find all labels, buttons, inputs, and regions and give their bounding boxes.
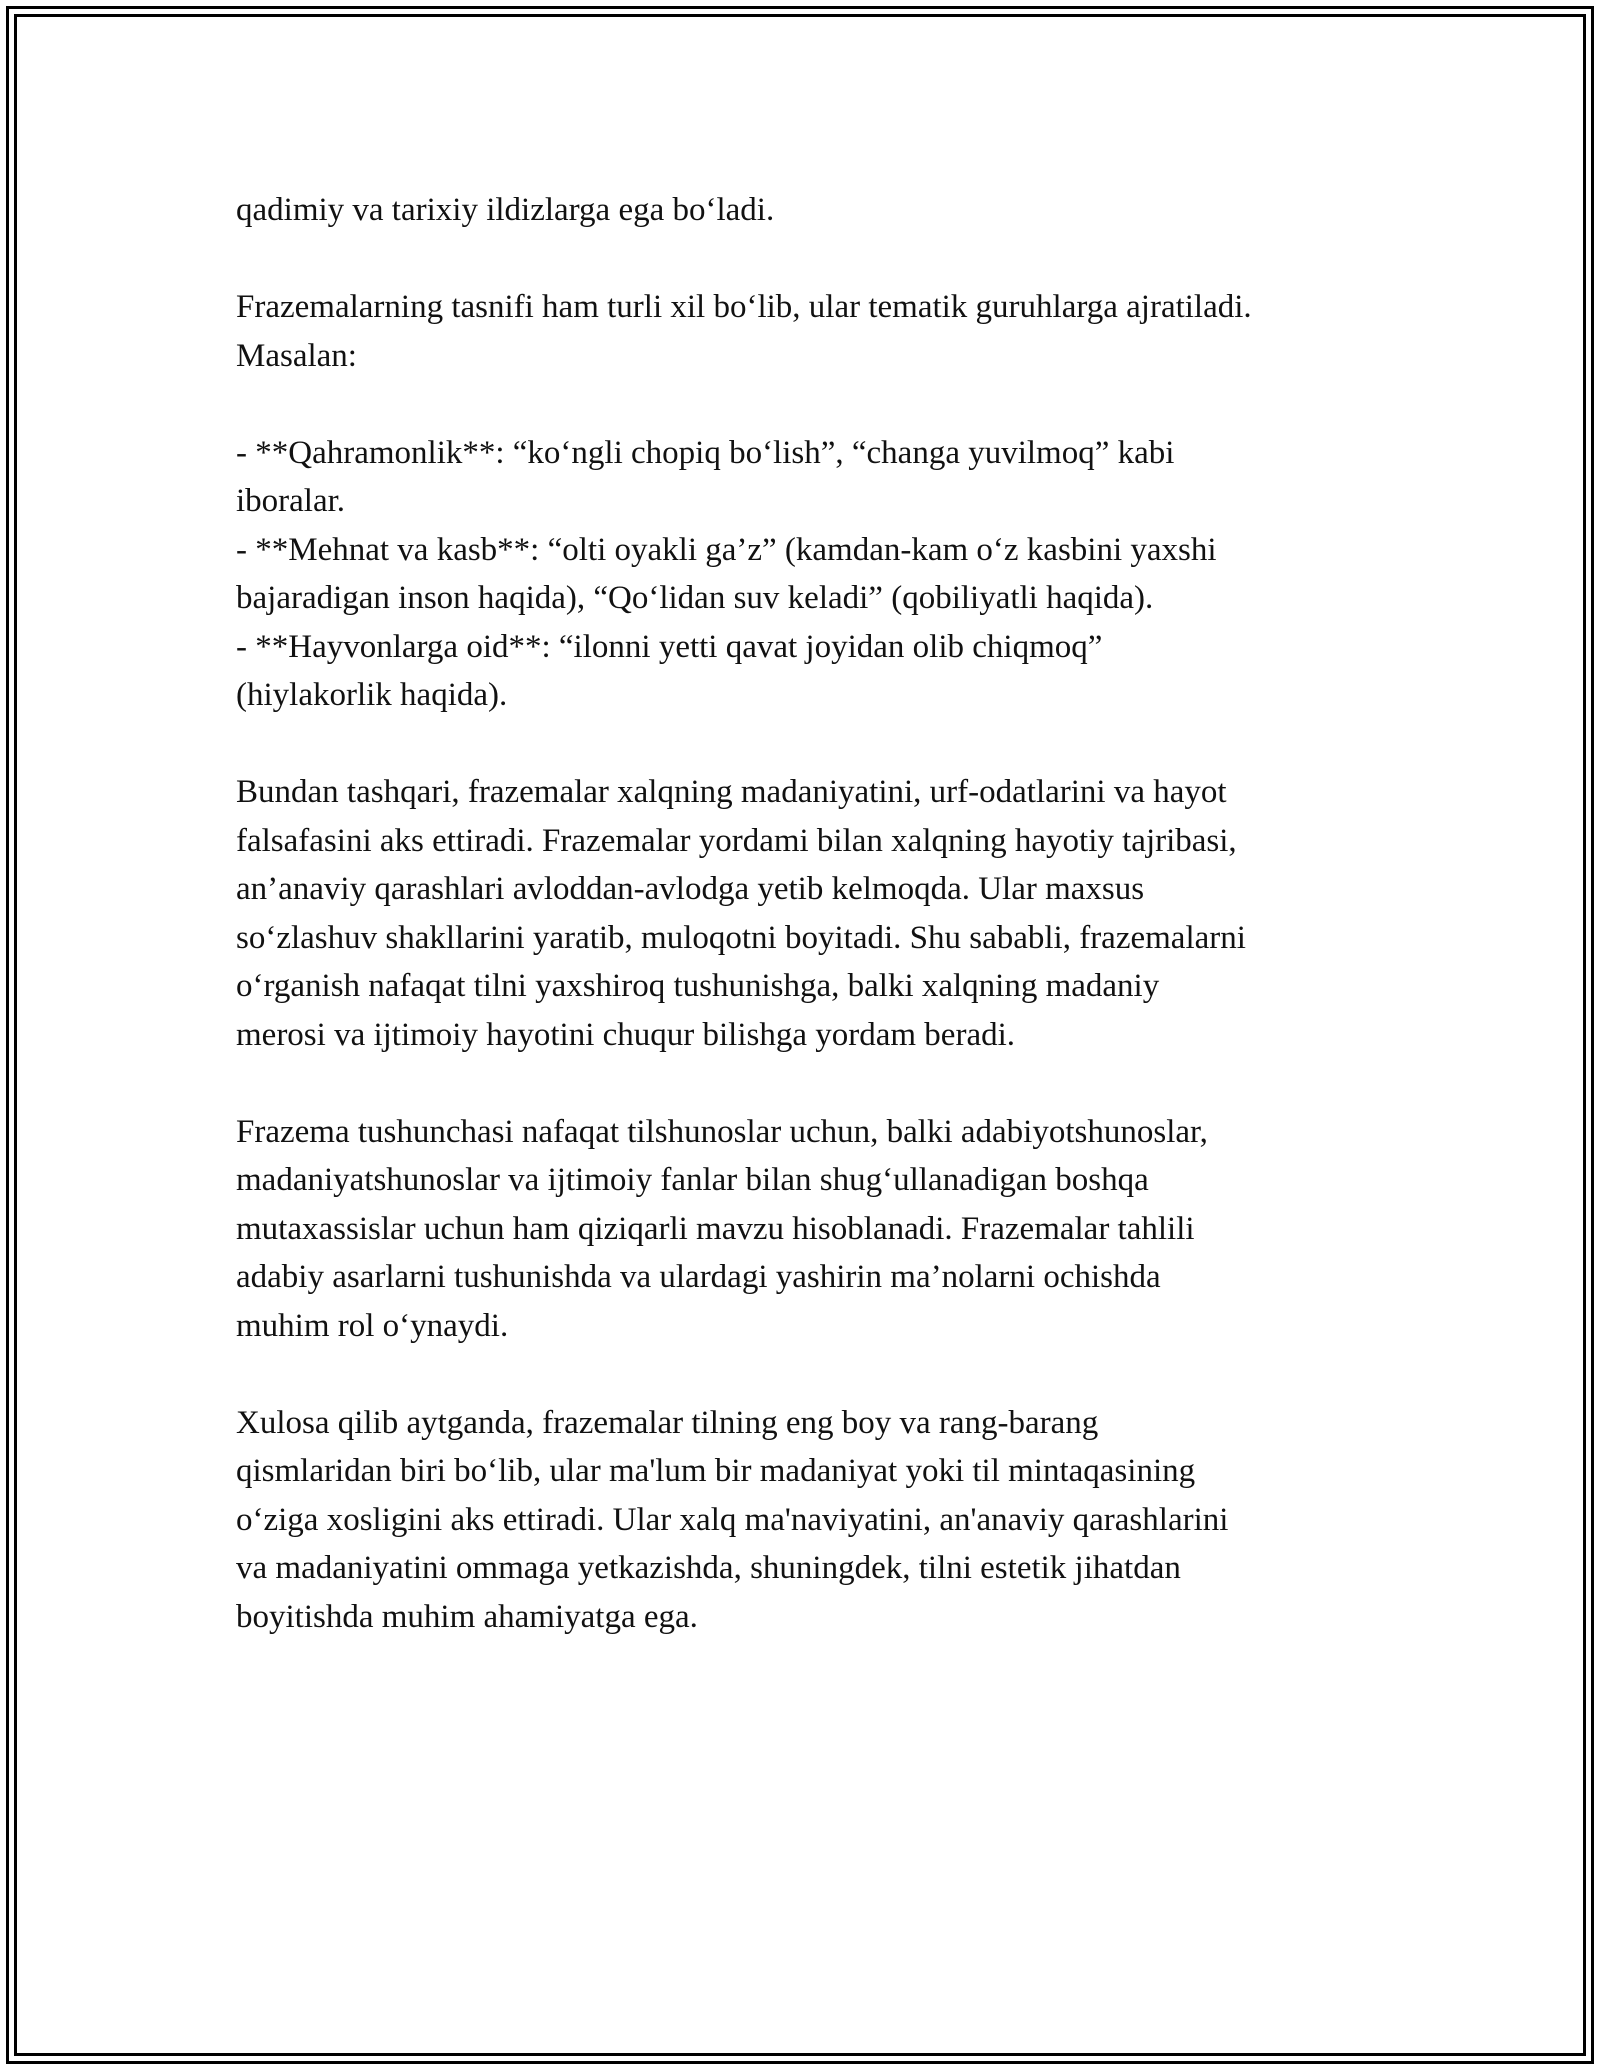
- document-body: [236, 186, 1396, 1690]
- paragraph-culture: Bundan tashqari, frazemalar xalqning madaniyatini, urf-odatlarini va hayot falsafasini aks ettiradi. Frazemalar yordami bilan xalqning hayotiy tajribasi, an’anaviy qarashlari avloddan-avlodga yetib kelmoqda. Ular maxsus so‘zlashuv shakllarini yaratib, muloqotni boyitadi. Shu sababli, frazemalarni o‘rganish nafaqat tilni yaxshiroq tushunishga, balki xalqning madaniy merosi va ijtimoiy hayotini chuqur bilishga yordam beradi.: [236, 774, 1246, 1053]
- paragraph-interdisciplinary: Frazema tushunchasi nafaqat tilshunoslar uchun, balki adabiyotshunoslar, madaniyatshunoslar va ijtimoiy fanlar bilan shug‘ullanadigan boshqa mutaxassislar uchun ham qiziqarli mavzu hisoblanadi. Frazemalar tahlili adabiy asarlarni tushunishda va ulardagi yashirin ma’nolarni ochishda muhim rol o‘ynaydi.: [236, 1113, 1208, 1344]
- paragraph-continuation: qadimiy va tarixiy ildizlarga ega bo‘ladi.: [236, 192, 775, 228]
- paragraph-classification: Frazemalarning tasnifi ham turli xil bo‘lib, ular tematik guruhlarga ajratiladi. Masalan:: [236, 289, 1252, 374]
- thematic-groups-list: - **Qahramonlik**: “ko‘ngli chopiq bo‘lish”, “changa yuvilmoq” kabi iboralar. - **Mehnat va kasb**: “olti oyakli ga’z” (kamdan-kam o‘z kasbini yaxshi bajaradigan inson haqida), “Qo‘lidan suv keladi” (qobiliyatli haqida). - **Hayvonlarga oid**: “ilonni yetti qavat joyidan olib chiqmoq” (hiylakorlik haqida).: [236, 434, 1217, 713]
- paragraph-conclusion: Xulosa qilib aytganda, frazemalar tilning eng boy va rang-barang qismlaridan biri bo‘lib, ular ma'lum bir madaniyat yoki til mintaqasining o‘ziga xosligini aks ettiradi. Ular xalq ma'naviyatini, an'anaviy qarashlarini va madaniyatini ommaga yetkazishda, shuningdek, tilni estetik jihatdan boyitishda muhim ahamiyatga ega.: [236, 1404, 1229, 1635]
